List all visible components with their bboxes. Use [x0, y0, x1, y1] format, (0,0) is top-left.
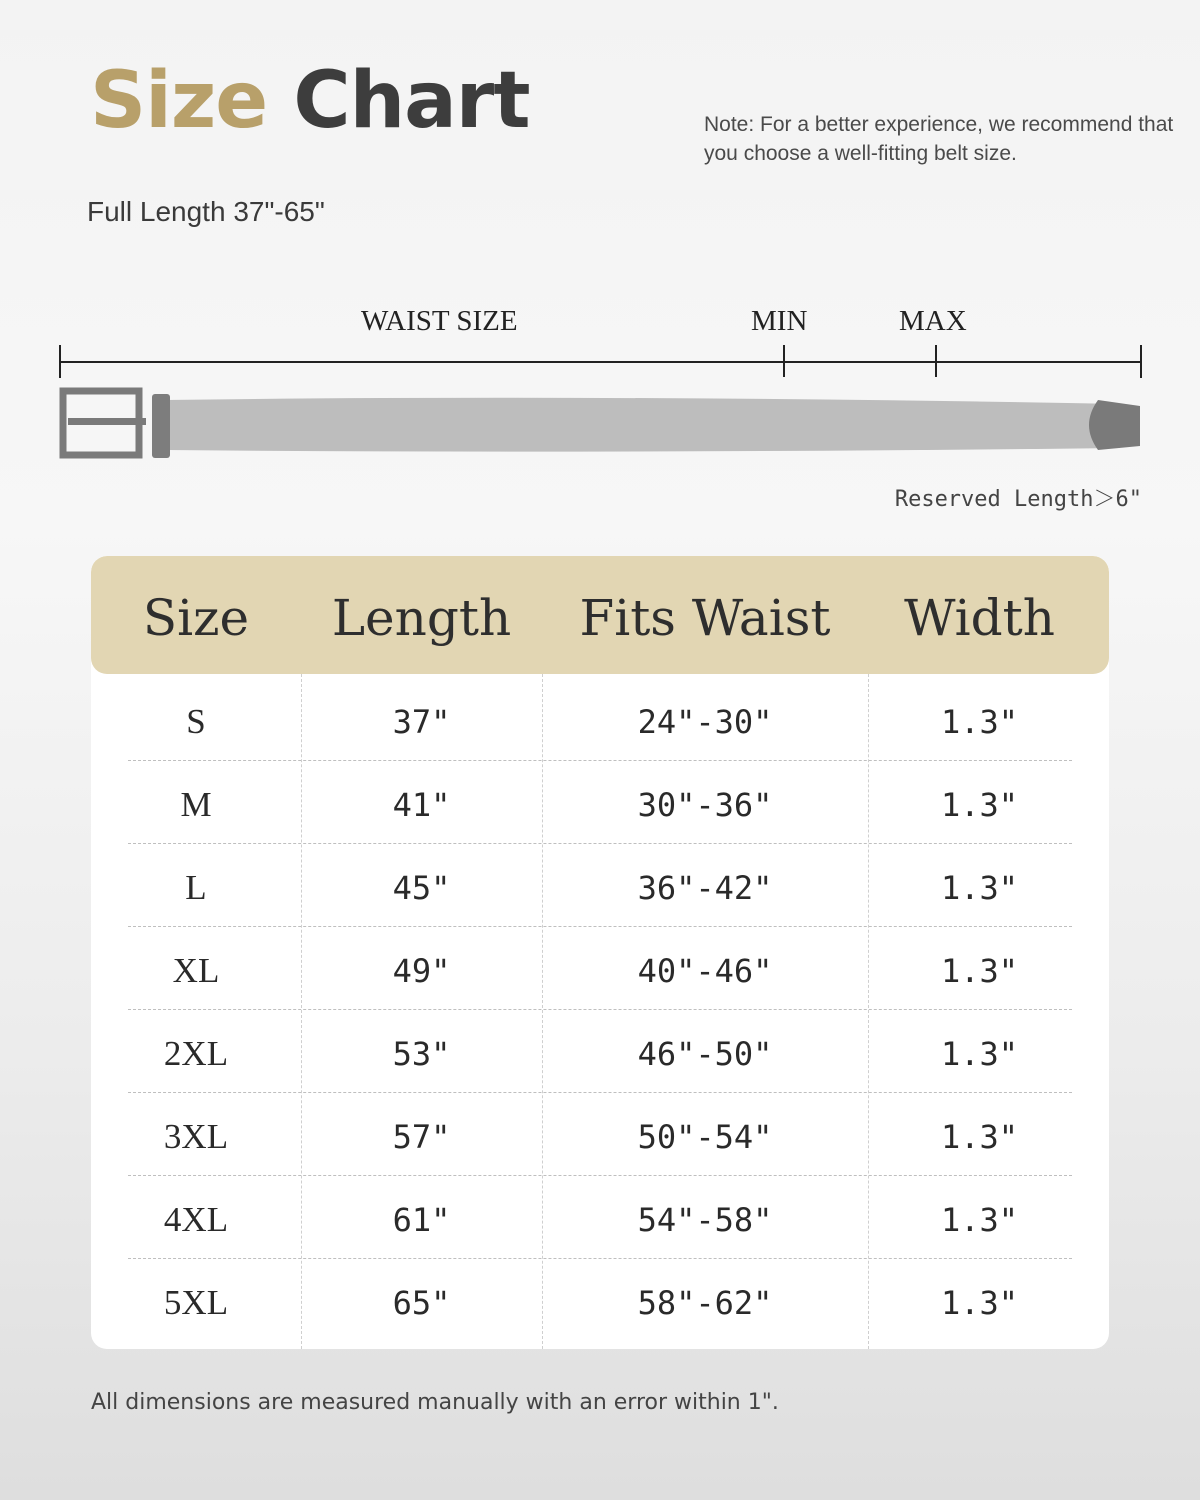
cell-length: 65": [392, 1284, 451, 1322]
cell-fits-waist: 58"-62": [637, 1284, 773, 1322]
cell-fits-waist: 54"-58": [637, 1201, 773, 1239]
cell-width: 1.3": [940, 1118, 1019, 1156]
start-tick: [59, 345, 61, 378]
cell-fits-waist: 50"-54": [637, 1118, 773, 1156]
cell-size: L: [185, 868, 207, 907]
cell-width: 1.3": [940, 1284, 1019, 1322]
cell-length: 37": [392, 703, 451, 741]
cell-width: 1.3": [940, 869, 1019, 907]
title-dark-word: Chart: [293, 56, 530, 146]
cell-fits-waist: 36"-42": [637, 869, 773, 907]
header-length: Length: [331, 589, 512, 647]
cell-fits-waist: 30"-36": [637, 786, 773, 824]
cell-size: 5XL: [163, 1283, 229, 1322]
cell-fits-waist: 24"-30": [637, 703, 773, 741]
cell-length: 49": [392, 952, 451, 990]
table-header: [91, 556, 1109, 674]
header-width: Width: [904, 589, 1055, 647]
cell-size: S: [186, 702, 206, 741]
cell-width: 1.3": [940, 1035, 1019, 1073]
cell-size: 4XL: [163, 1200, 229, 1239]
cell-width: 1.3": [940, 952, 1019, 990]
belt-tip: [1089, 400, 1140, 450]
size-table: [91, 556, 1109, 1349]
min-label: MIN: [751, 305, 808, 337]
column-divider: [301, 674, 302, 1349]
belt-loop: [152, 394, 170, 458]
belt-illustration: [0, 380, 1200, 470]
cell-size: 3XL: [163, 1117, 229, 1156]
max-label: MAX: [899, 305, 967, 337]
min-tick: [783, 345, 785, 377]
end-tick: [1140, 345, 1142, 378]
title-accent-word: Size: [90, 56, 268, 146]
measurement-line: [60, 361, 1141, 363]
max-tick: [935, 345, 937, 377]
cell-width: 1.3": [940, 786, 1019, 824]
fit-note: Note: For a better experience, we recommend that you choose a well-fitting belt size.: [704, 113, 1174, 165]
cell-width: 1.3": [940, 703, 1019, 741]
header-fits-waist: Fits Waist: [579, 589, 831, 647]
cell-size: M: [180, 785, 212, 824]
cell-size: XL: [172, 951, 220, 990]
belt-strap: [165, 398, 1120, 452]
column-divider: [542, 674, 543, 1349]
cell-fits-waist: 46"-50": [637, 1035, 773, 1073]
column-divider: [868, 674, 869, 1349]
measurement-footnote: All dimensions are measured manually with an error within 1".: [91, 1390, 779, 1415]
full-length-subtitle: Full Length 37"-65": [87, 196, 325, 227]
reserved-length-label: Reserved Length＞6": [894, 487, 1142, 512]
header-size: Size: [142, 589, 250, 647]
buckle-prong: [68, 418, 146, 425]
cell-length: 61": [392, 1201, 451, 1239]
cell-width: 1.3": [940, 1201, 1019, 1239]
cell-length: 53": [392, 1035, 451, 1073]
cell-fits-waist: 40"-46": [637, 952, 773, 990]
cell-length: 45": [392, 869, 451, 907]
cell-length: 57": [392, 1118, 451, 1156]
cell-length: 41": [392, 786, 451, 824]
page-title: [90, 56, 530, 146]
waist-size-label: WAIST SIZE: [361, 305, 518, 337]
cell-size: 2XL: [163, 1034, 229, 1073]
